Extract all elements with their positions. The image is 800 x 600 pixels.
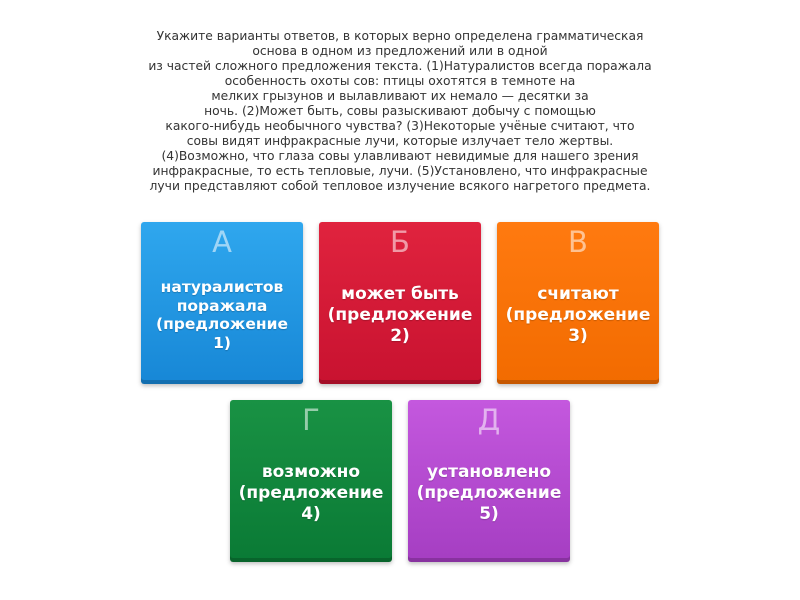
option-letter: Г bbox=[302, 403, 320, 437]
answer-option-c[interactable] bbox=[497, 222, 659, 384]
question-line: какого-нибудь необычного чувства? (3)Некоторые учёные считают, что bbox=[165, 119, 635, 133]
question-line: особенность охоты сов: птицы охотятся в темноте на bbox=[224, 74, 576, 88]
option-letter: Б bbox=[390, 225, 410, 259]
option-text: может быть (предложение 2) bbox=[327, 283, 473, 346]
question-line: (4)Возможно, что глаза совы улавливают невидимые для нашего зрения bbox=[161, 149, 639, 163]
option-text: считают (предложение 3) bbox=[505, 283, 651, 346]
question-line: мелких грызунов и вылавливают их немало — десятки за bbox=[211, 89, 589, 103]
option-letter: А bbox=[212, 225, 232, 259]
option-letter: В bbox=[568, 225, 588, 259]
answer-option-a[interactable] bbox=[141, 222, 303, 384]
option-text: натуралистов поражала (предложение 1) bbox=[156, 278, 288, 352]
question-line: инфракрасные, то есть тепловые, лучи. (5)Установлено, что инфракрасные bbox=[152, 164, 648, 178]
question-text bbox=[140, 29, 660, 194]
answer-option-b[interactable] bbox=[319, 222, 481, 384]
question-line: лучи представляют собой тепловое излучение всякого нагретого предмета. bbox=[149, 179, 651, 193]
option-letter: Д bbox=[477, 403, 501, 437]
question-line: Укажите варианты ответов, в которых верно определена грамматическая bbox=[156, 29, 644, 43]
question-line: совы видят инфракрасные лучи, которые излучает тело жертвы. bbox=[186, 134, 614, 148]
option-text: возможно (предложение 4) bbox=[238, 461, 384, 524]
question-line: из частей сложного предложения текста. (1)Натуралистов всегда поражала bbox=[148, 59, 652, 73]
answer-option-d[interactable] bbox=[230, 400, 392, 562]
question-line: ночь. (2)Может быть, совы разыскивают добычу с помощью bbox=[204, 104, 596, 118]
question-line: основа в одном из предложений или в одной bbox=[252, 44, 548, 58]
option-text: установлено (предложение 5) bbox=[416, 461, 562, 524]
answer-option-e[interactable] bbox=[408, 400, 570, 562]
